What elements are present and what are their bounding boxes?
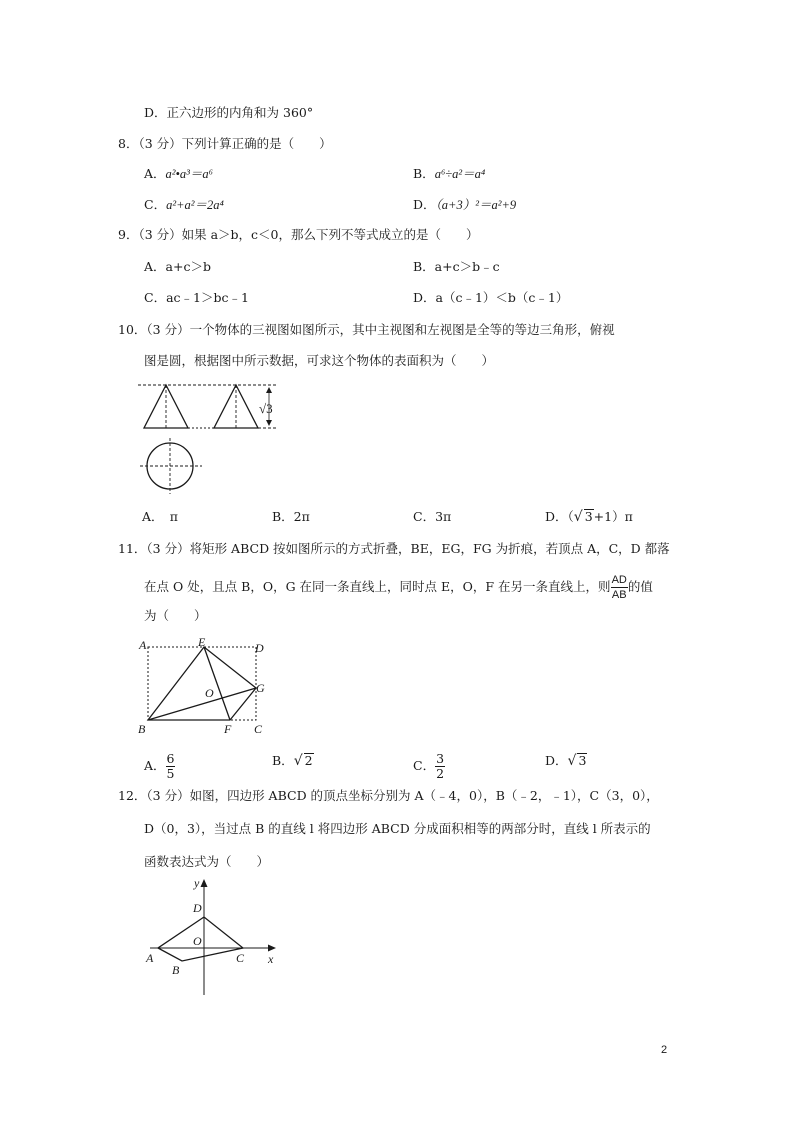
q12-stem-line2: D（0，3），当过点 B 的直线 l 将四边形 ABCD 分成面积相等的两部分时，直线 l 所表示的: [144, 821, 651, 836]
q11-fold-quadrilateral: [148, 647, 256, 720]
sqrt-icon: √: [567, 753, 577, 769]
q11-label-f: F: [224, 722, 232, 736]
q11-option-c-numerator: 3: [436, 751, 445, 766]
q12-label-x: x: [268, 952, 274, 966]
q11-option-a-numerator: 6: [166, 751, 175, 766]
q7-option-d: D．正六边形的内角和为 360°: [144, 105, 314, 120]
q10-three-view-figure: [138, 380, 288, 500]
q11-stem-line2-a: 在点 O 处，且点 B，O，G 在同一条直线上，同时点 E，O，F 在另一条直线上，则: [144, 579, 611, 594]
q11-option-d-label: D．: [545, 753, 568, 768]
q10-option-a: A． π: [142, 509, 178, 524]
q11-option-c-denominator: 2: [436, 766, 445, 781]
q11-label-c: C: [254, 722, 263, 736]
q11-label-b: B: [138, 722, 146, 736]
q11-option-a-label: A．: [144, 758, 166, 773]
sqrt-icon: √: [293, 753, 303, 769]
q8-option-b: [413, 165, 485, 183]
q11-label-d: D: [255, 641, 264, 655]
q12-label-y: y: [194, 876, 200, 890]
q11-stem-line2: [144, 573, 653, 602]
q10-option-b: B．2π: [272, 509, 310, 524]
q9-option-c: C．ac﹣1＞bc﹣1: [144, 290, 249, 305]
q11-rectangle-abcd: [148, 647, 256, 720]
sqrt-icon: √: [573, 509, 583, 525]
q12-stem-line3: 函数表达式为（ ）: [144, 854, 270, 869]
q8-option-d-label: D．: [413, 197, 436, 212]
q10-option-d-prefix: D．（: [545, 509, 574, 524]
q11-label-a: A: [139, 638, 147, 652]
q11-option-c-label: C．: [413, 758, 436, 773]
q11-stem-line2-b: 的值: [627, 579, 653, 594]
q8-option-a: [144, 165, 213, 183]
q11-option-d-radicand: 3: [578, 753, 587, 768]
q8-option-c-label: C．: [144, 197, 167, 212]
q8-option-b-label: B．: [413, 166, 435, 181]
page-number: 2: [661, 1044, 668, 1056]
q9-option-b: B．a+c＞b﹣c: [413, 259, 500, 274]
q8-option-d: [413, 196, 516, 214]
q10-dimension-label: √3: [259, 401, 273, 416]
q11-option-a-fraction: [166, 752, 176, 781]
q11-fold-figure: [135, 635, 285, 745]
q11-option-b-radicand: 2: [304, 753, 313, 768]
q8-option-c-text: a²+a²＝2a⁴: [166, 198, 224, 212]
q8-option-b-text: a⁶÷a²＝a⁴: [434, 167, 486, 181]
q12-label-d: D: [193, 901, 202, 915]
q12-label-o: O: [193, 934, 202, 948]
q11-option-b: [272, 752, 314, 770]
q10-stem-line2: 图是圆，根据图中所示数据，可求这个物体的表面积为（ ）: [144, 353, 495, 368]
q12-y-axis-arrow-icon: [201, 879, 208, 887]
q9-stem: 9．（3 分）如果 a＞b，c＜0，那么下列不等式成立的是（ ）: [118, 227, 479, 242]
q10-option-d-suffix: +1）π: [593, 509, 633, 524]
q10-option-d-radicand: 3: [584, 509, 593, 524]
q12-x-axis-arrow-icon: [268, 945, 276, 952]
q12-label-c: C: [236, 951, 245, 965]
q11-option-a-denominator: 5: [166, 766, 175, 781]
q11-option-b-label: B．: [272, 753, 294, 768]
q8-option-c: [144, 196, 224, 214]
q12-label-a: A: [146, 951, 154, 965]
q10-stem-line1: 10．（3 分）一个物体的三视图如图所示，其中主视图和左视图是全等的等边三角形，俯视: [118, 322, 615, 337]
q12-label-b: B: [172, 963, 180, 977]
q8-option-a-label: A．: [144, 166, 166, 181]
q11-option-c-fraction: [435, 752, 445, 781]
q11-label-e: E: [198, 635, 206, 649]
q11-ratio-fraction: [611, 573, 628, 602]
q11-option-c: [413, 752, 445, 781]
q10-option-c: C．3π: [413, 509, 452, 524]
q11-fold-bg: [148, 688, 256, 720]
q11-ratio-numerator: AD: [611, 574, 627, 586]
q11-label-o: O: [205, 686, 214, 700]
q11-ratio-denominator: AB: [611, 589, 627, 601]
q8-option-d-text: （a+3）²＝a²+9: [435, 198, 517, 212]
q10-option-d: [545, 508, 633, 526]
q9-option-d: D．a（c﹣1）＜b（c﹣1）: [413, 290, 569, 305]
q12-coordinate-figure: [140, 875, 290, 1000]
q11-option-d: [545, 752, 587, 770]
q8-stem: 8．（3 分）下列计算正确的是（ ）: [118, 136, 332, 151]
q9-option-a: A．a+c＞b: [144, 259, 211, 274]
q11-option-a: [144, 752, 175, 781]
q12-stem-line1: 12．（3 分）如图，四边形 ABCD 的顶点坐标分别为 A（﹣4，0），B（﹣2，﹣1），C（3，0），: [118, 788, 659, 803]
q11-stem-line3: 为（ ）: [144, 608, 207, 623]
q11-stem-line1: 11．（3 分）将矩形 ABCD 按如图所示的方式折叠，BE，EG，FG 为折痕，若顶点 A，C，D 都落: [118, 541, 670, 556]
q8-option-a-text: a²•a³＝a⁶: [165, 167, 213, 181]
q11-label-g: G: [256, 681, 265, 695]
